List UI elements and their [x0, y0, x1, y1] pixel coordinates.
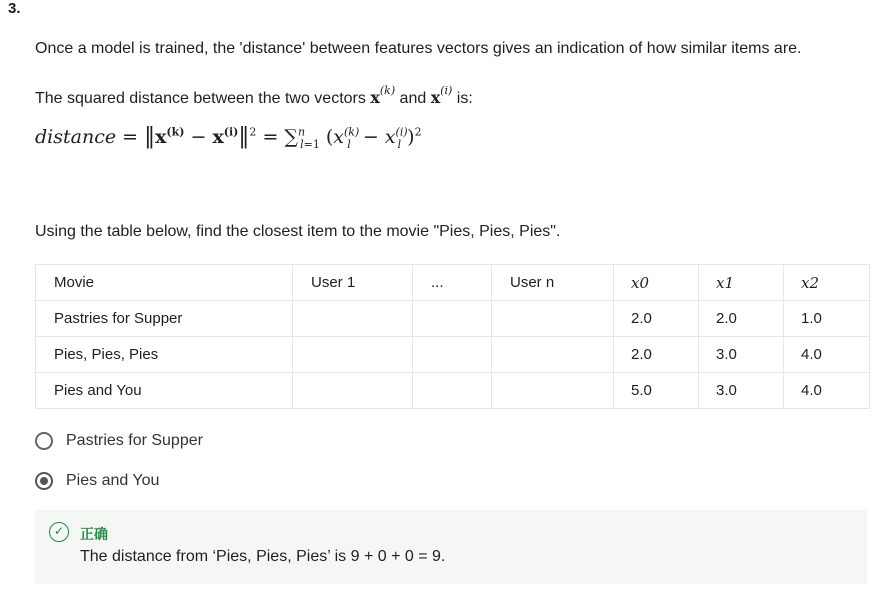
table-row — [36, 337, 870, 373]
radio-button[interactable] — [35, 432, 53, 450]
cell-ellipsis — [413, 373, 492, 409]
header-ellipsis — [413, 265, 492, 301]
vector-k-superscript: (k) — [379, 84, 396, 97]
formula-label: distance — [35, 126, 117, 148]
cell-x2: 1.0 — [784, 301, 870, 337]
vector-i-superscript: (i) — [440, 84, 453, 97]
cell-x0: 2.0 — [614, 337, 699, 373]
cell-x1: 2.0 — [699, 301, 784, 337]
movie-features-table — [35, 264, 870, 409]
cell-x2: 4.0 — [784, 337, 870, 373]
feedback-panel — [35, 510, 867, 584]
question-number: 3. — [8, 0, 21, 17]
table-row — [36, 373, 870, 409]
header-x1: x1 — [699, 265, 784, 301]
vector-k: x — [370, 88, 380, 107]
header-ellipsis-label: ... — [431, 274, 444, 291]
header-movie: Movie — [36, 265, 293, 301]
squared-prefix: The squared distance between the two vectors — [35, 90, 371, 107]
distance-formula: distance = $‖x^{(k)}$ − $x^{(i)}‖^2 = \sum^n_{l=1}$ ($x^{(k)}_l - x^{(i)}_l$ )$^2$ — [35, 124, 422, 151]
cell-x0: 2.0 — [614, 301, 699, 337]
option-label: Pies and You — [66, 472, 160, 489]
cell-x1: 3.0 — [699, 337, 784, 373]
cell-user-n — [492, 337, 614, 373]
intro-text: Once a model is trained, the 'distance' between features vectors gives an indication of how similar items are. — [35, 40, 802, 57]
cell-x1: 3.0 — [699, 373, 784, 409]
table-row — [36, 301, 870, 337]
cell-user-1 — [293, 337, 413, 373]
task-text: Using the table below, find the closest item to the movie "Pies, Pies, Pies". — [35, 223, 561, 240]
cell-ellipsis — [413, 301, 492, 337]
cell-x2: 4.0 — [784, 373, 870, 409]
table-header-row — [36, 265, 870, 301]
option-pastries-for-supper[interactable] — [35, 432, 203, 450]
radio-button-selected[interactable] — [35, 472, 53, 490]
vector-i: x — [430, 88, 441, 107]
cell-ellipsis — [413, 337, 492, 373]
squared-suffix: is: — [452, 90, 473, 107]
cell-user-n — [492, 373, 614, 409]
cell-user-1 — [293, 301, 413, 337]
cell-user-1 — [293, 373, 413, 409]
cell-movie: Pies, Pies, Pies — [36, 337, 293, 373]
feedback-status: 正确 — [80, 526, 108, 542]
check-circle-icon: ✓ — [49, 522, 69, 542]
squared-and: and — [395, 90, 431, 107]
option-pies-and-you[interactable] — [35, 472, 159, 490]
header-x2: x2 — [784, 265, 870, 301]
header-user-n: User n — [492, 265, 614, 301]
cell-x0: 5.0 — [614, 373, 699, 409]
cell-movie: Pies and You — [36, 373, 293, 409]
cell-movie: Pastries for Supper — [36, 301, 293, 337]
option-label: Pastries for Supper — [66, 432, 203, 449]
header-user-1: User 1 — [293, 265, 413, 301]
header-x0: x0 — [614, 265, 699, 301]
cell-user-n — [492, 301, 614, 337]
feedback-text: The distance from ‘Pies, Pies, Pies’ is 9 + 0 + 0 = 9. — [80, 548, 446, 565]
squared-distance-text — [35, 84, 473, 108]
